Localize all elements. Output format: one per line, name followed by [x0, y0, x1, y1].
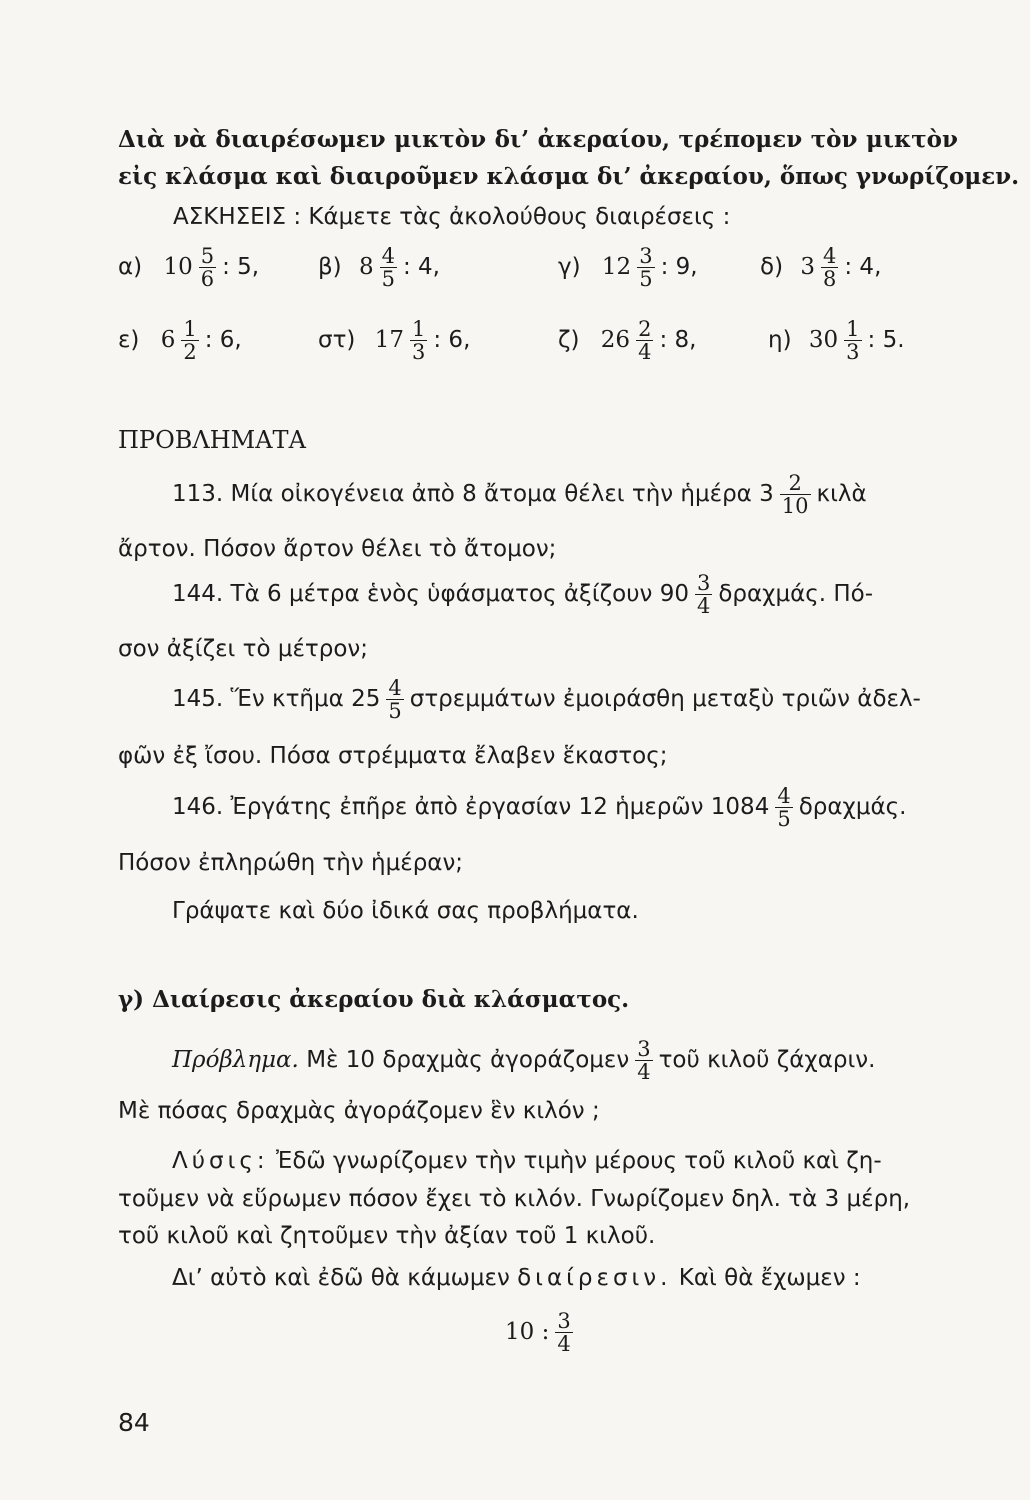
exercise-whole: 3: [800, 254, 815, 280]
intro-line-2: εἰς κλάσμα καὶ διαιροῦμεν κλάσμα δι’ ἀκεραίου, ὅπως γνωρίζομεν.: [118, 163, 1020, 190]
exercise-whole: 26: [600, 327, 631, 353]
problem-text: 113. Μία οἰκογένεια ἀπὸ 8 ἄτομα θέλει τὴν ἡμέρα 3: [172, 481, 774, 507]
problem-text: 145. Ἕν κτῆμα 25: [172, 686, 381, 712]
problem-fraction: $\frac{4}{5}$: [388, 676, 402, 723]
write-own-problems: Γράψατε καὶ δύο ἰδικά σας προβλήματα.: [172, 898, 639, 924]
problem-145: [172, 677, 921, 722]
exercise-divisor: : 4,: [844, 254, 882, 280]
problem-144-line-2: σον ἀξίζει τὸ μέτρον;: [118, 636, 369, 662]
exercise-c: [558, 245, 698, 290]
exercise-e: [118, 318, 242, 363]
problem-fraction: $\frac{4}{5}$: [777, 784, 791, 831]
exercise-divisor: : 5,: [222, 254, 260, 280]
exercise-st: [318, 318, 470, 363]
section-problem: [172, 1038, 875, 1083]
exercise-divisor: : 5.: [867, 327, 905, 353]
problem-text-post: τοῦ κιλοῦ ζάχαριν.: [658, 1047, 876, 1073]
problem-146-line-2: Πόσον ἐπληρώθη τὴν ἡμέραν;: [118, 850, 464, 876]
problem-text: 146. Ἐργάτης ἐπῆρε ἀπὸ ἐργασίαν 12 ἡμερῶν 1084: [172, 794, 770, 820]
exercise-label: η): [768, 327, 792, 353]
exercises-heading: ΑΣΚΗΣΕΙΣ : Κάμετε τὰς ἀκολούθους διαιρέσεις :: [173, 204, 731, 230]
exercise-fraction: $\frac{5}{6}$: [200, 244, 215, 291]
exercise-whole: 17: [374, 327, 404, 353]
exercise-whole: 10: [163, 254, 193, 280]
final-text: 10 :: [505, 1319, 550, 1345]
exercise-a: [118, 245, 259, 290]
exercise-b: [318, 245, 440, 290]
exercise-divisor: : 6,: [433, 327, 471, 353]
solution-text: Ἐδῶ γνωρίζομεν τὴν τιμὴν μέρους τοῦ κιλοῦ καὶ ζη-: [275, 1148, 882, 1174]
exercise-z: [558, 318, 696, 363]
exercise-fraction: $\frac{4}{5}$: [381, 244, 395, 291]
problem-fraction: $\frac{3}{4}$: [637, 1037, 651, 1084]
final-expression: [505, 1310, 579, 1355]
problem-fraction: $\frac{3}{4}$: [696, 571, 711, 618]
final-fraction: $\frac{3}{4}$: [557, 1309, 571, 1356]
problem-text-post: δραχμάς.: [798, 794, 907, 820]
problem-text-post: κιλὰ: [816, 481, 867, 507]
exercise-divisor: : 4,: [402, 254, 440, 280]
exercise-whole: 8: [358, 254, 374, 280]
section-problem-line-2: Μὲ πόσας δραχμὰς ἀγοράζομεν ἓν κιλόν ;: [118, 1098, 600, 1124]
exercise-h: [768, 318, 905, 363]
conclusion-emphasis: διαίρεσιν.: [517, 1265, 672, 1291]
problem-text: Μὲ 10 δραχμὰς ἀγοράζομεν: [306, 1047, 630, 1073]
problems-heading: ΠΡΟΒΛΗΜΑΤΑ: [118, 426, 306, 454]
exercise-fraction: $\frac{1}{3}$: [846, 317, 860, 364]
conclusion-text-post: Καὶ θὰ ἔχωμεν :: [678, 1265, 861, 1291]
conclusion-text: Δι’ αὐτὸ καὶ ἐδῶ θὰ κάμωμεν: [172, 1265, 510, 1291]
exercise-label: β): [318, 254, 342, 280]
problem-text-post: δραχμάς. Πό-: [718, 581, 874, 607]
exercise-fraction: $\frac{2}{4}$: [638, 317, 652, 364]
exercise-fraction: $\frac{4}{8}$: [823, 244, 837, 291]
exercise-divisor: : 8,: [659, 327, 697, 353]
exercise-label: στ): [318, 327, 356, 353]
solution-line-3: τοῦ κιλοῦ καὶ ζητοῦμεν τὴν ἀξίαν τοῦ 1 κιλοῦ.: [118, 1223, 656, 1249]
exercise-fraction: $\frac{1}{3}$: [412, 317, 426, 364]
problem-text: 144. Τὰ 6 μέτρα ἑνὸς ὑφάσματος ἀξίζουν 90: [172, 581, 689, 607]
exercise-whole: 12: [601, 254, 632, 280]
exercise-label: α): [118, 254, 143, 280]
problem-144: [172, 572, 873, 617]
exercise-divisor: : 6,: [204, 327, 242, 353]
solution-line-2: τοῦμεν νὰ εὕρωμεν πόσον ἔχει τὸ κιλόν. Γνωρίζομεν δηλ. τὰ 3 μέρη,: [118, 1186, 911, 1212]
problem-146: [172, 785, 906, 830]
problem-fraction: $\frac{2}{10}$: [781, 471, 809, 518]
solution-line-1: [172, 1148, 882, 1174]
exercise-d: [760, 245, 881, 290]
exercise-label: δ): [760, 254, 784, 280]
exercise-fraction: $\frac{3}{5}$: [639, 244, 653, 291]
problem-text-post: στρεμμάτων ἐμοιράσθη μεταξὺ τριῶν ἀδελ-: [409, 686, 921, 712]
conclusion-line: [172, 1265, 861, 1291]
exercise-whole: 6: [160, 327, 176, 353]
problem-label: Πρόβλημα.: [172, 1047, 299, 1073]
page-number: 84: [118, 1408, 150, 1437]
problem-113-line-2: ἄρτον. Πόσον ἄρτον θέλει τὸ ἄτομον;: [118, 536, 557, 562]
section-title: γ) Διαίρεσις ἀκεραίου διὰ κλάσματος.: [118, 986, 630, 1013]
exercise-whole: 30: [808, 327, 839, 353]
exercise-divisor: : 9,: [660, 254, 698, 280]
solution-label: Λύσις:: [172, 1148, 269, 1174]
problem-145-line-2: φῶν ἐξ ἴσου. Πόσα στρέμματα ἔλαβεν ἕκαστος;: [118, 743, 668, 769]
exercise-label: ε): [118, 327, 140, 353]
exercise-label: γ): [558, 254, 581, 280]
exercise-fraction: $\frac{1}{2}$: [183, 317, 197, 364]
intro-line-1: Διὰ νὰ διαιρέσωμεν μικτὸν δι’ ἀκεραίου, τρέπομεν τὸν μικτὸν: [118, 126, 958, 153]
problem-113: [172, 472, 958, 517]
exercise-label: ζ): [558, 327, 580, 353]
